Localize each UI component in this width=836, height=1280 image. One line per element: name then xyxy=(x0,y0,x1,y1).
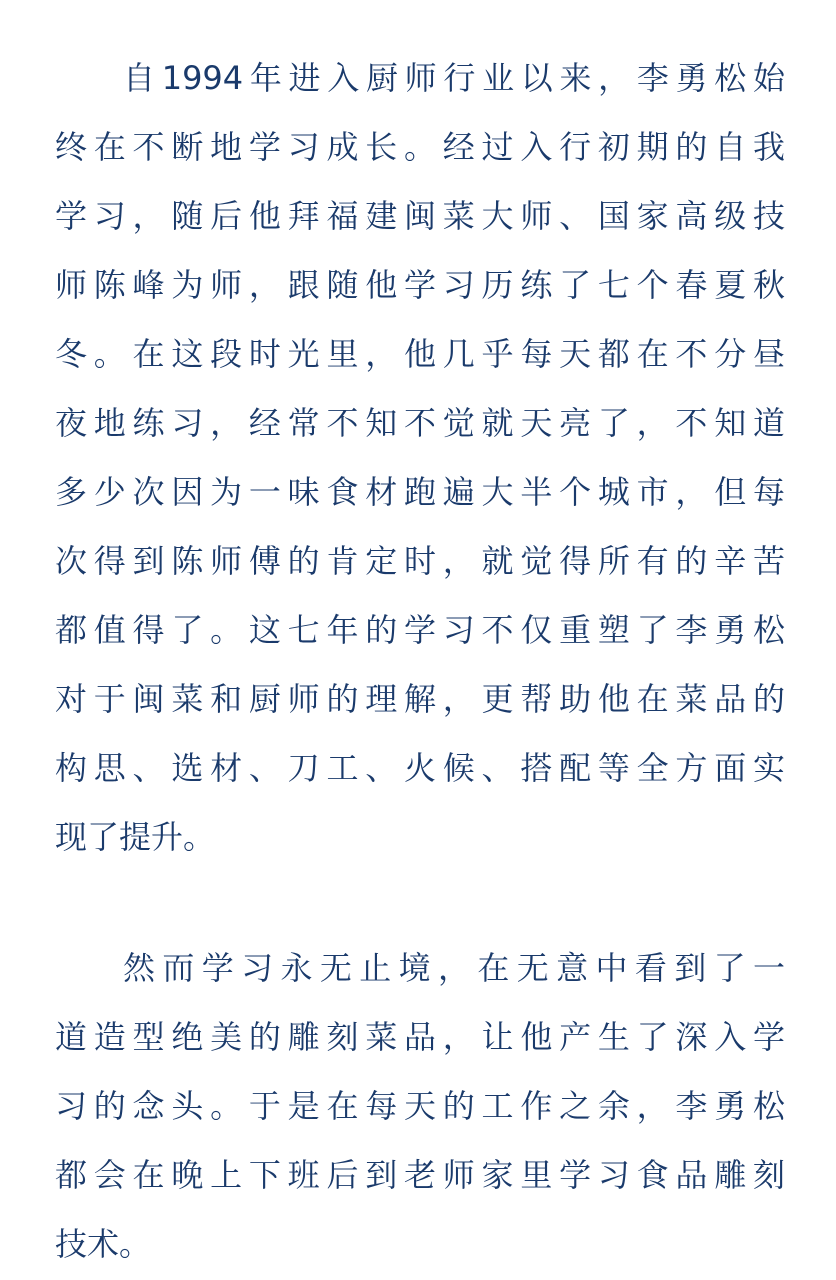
paragraph-line: 都会在晚上下班后到老师家里学习食品雕刻 xyxy=(55,1156,785,1194)
paragraph-line: 道造型绝美的雕刻菜品，让他产生了深入学 xyxy=(55,1018,785,1056)
paragraph-1 xyxy=(55,44,785,872)
paragraph-line: 师陈峰为师，跟随他学习历练了七个春夏秋 xyxy=(55,266,785,304)
paragraph-line: 然而学习永无止境，在无意中看到了一 xyxy=(123,949,785,987)
paragraph-line: 学习，随后他拜福建闽菜大师、国家高级技 xyxy=(55,197,785,235)
paragraph-line: 都值得了。这七年的学习不仅重塑了李勇松 xyxy=(55,611,785,649)
paragraph-line: 次得到陈师傅的肯定时，就觉得所有的辛苦 xyxy=(55,542,785,580)
paragraph-2 xyxy=(55,934,785,1279)
paragraph-line: 自1994年进入厨师行业以来，李勇松始 xyxy=(123,59,785,97)
paragraph-line: 多少次因为一味食材跑遍大半个城市，但每 xyxy=(55,473,785,511)
paragraph-line: 对于闽菜和厨师的理解，更帮助他在菜品的 xyxy=(55,680,785,718)
paragraph-line: 习的念头。于是在每天的工作之余，李勇松 xyxy=(55,1087,785,1125)
paragraph-line: 终在不断地学习成长。经过入行初期的自我 xyxy=(55,128,785,166)
paragraph-line: 冬。在这段时光里，他几乎每天都在不分昼 xyxy=(55,335,785,373)
paragraph-line: 构思、选材、刀工、火候、搭配等全方面实 xyxy=(55,749,785,787)
paragraph-line: 夜地练习，经常不知不觉就天亮了，不知道 xyxy=(55,404,785,442)
paragraph-line: 技术。 xyxy=(55,1225,152,1263)
paragraph-line: 现了提升。 xyxy=(55,818,216,856)
